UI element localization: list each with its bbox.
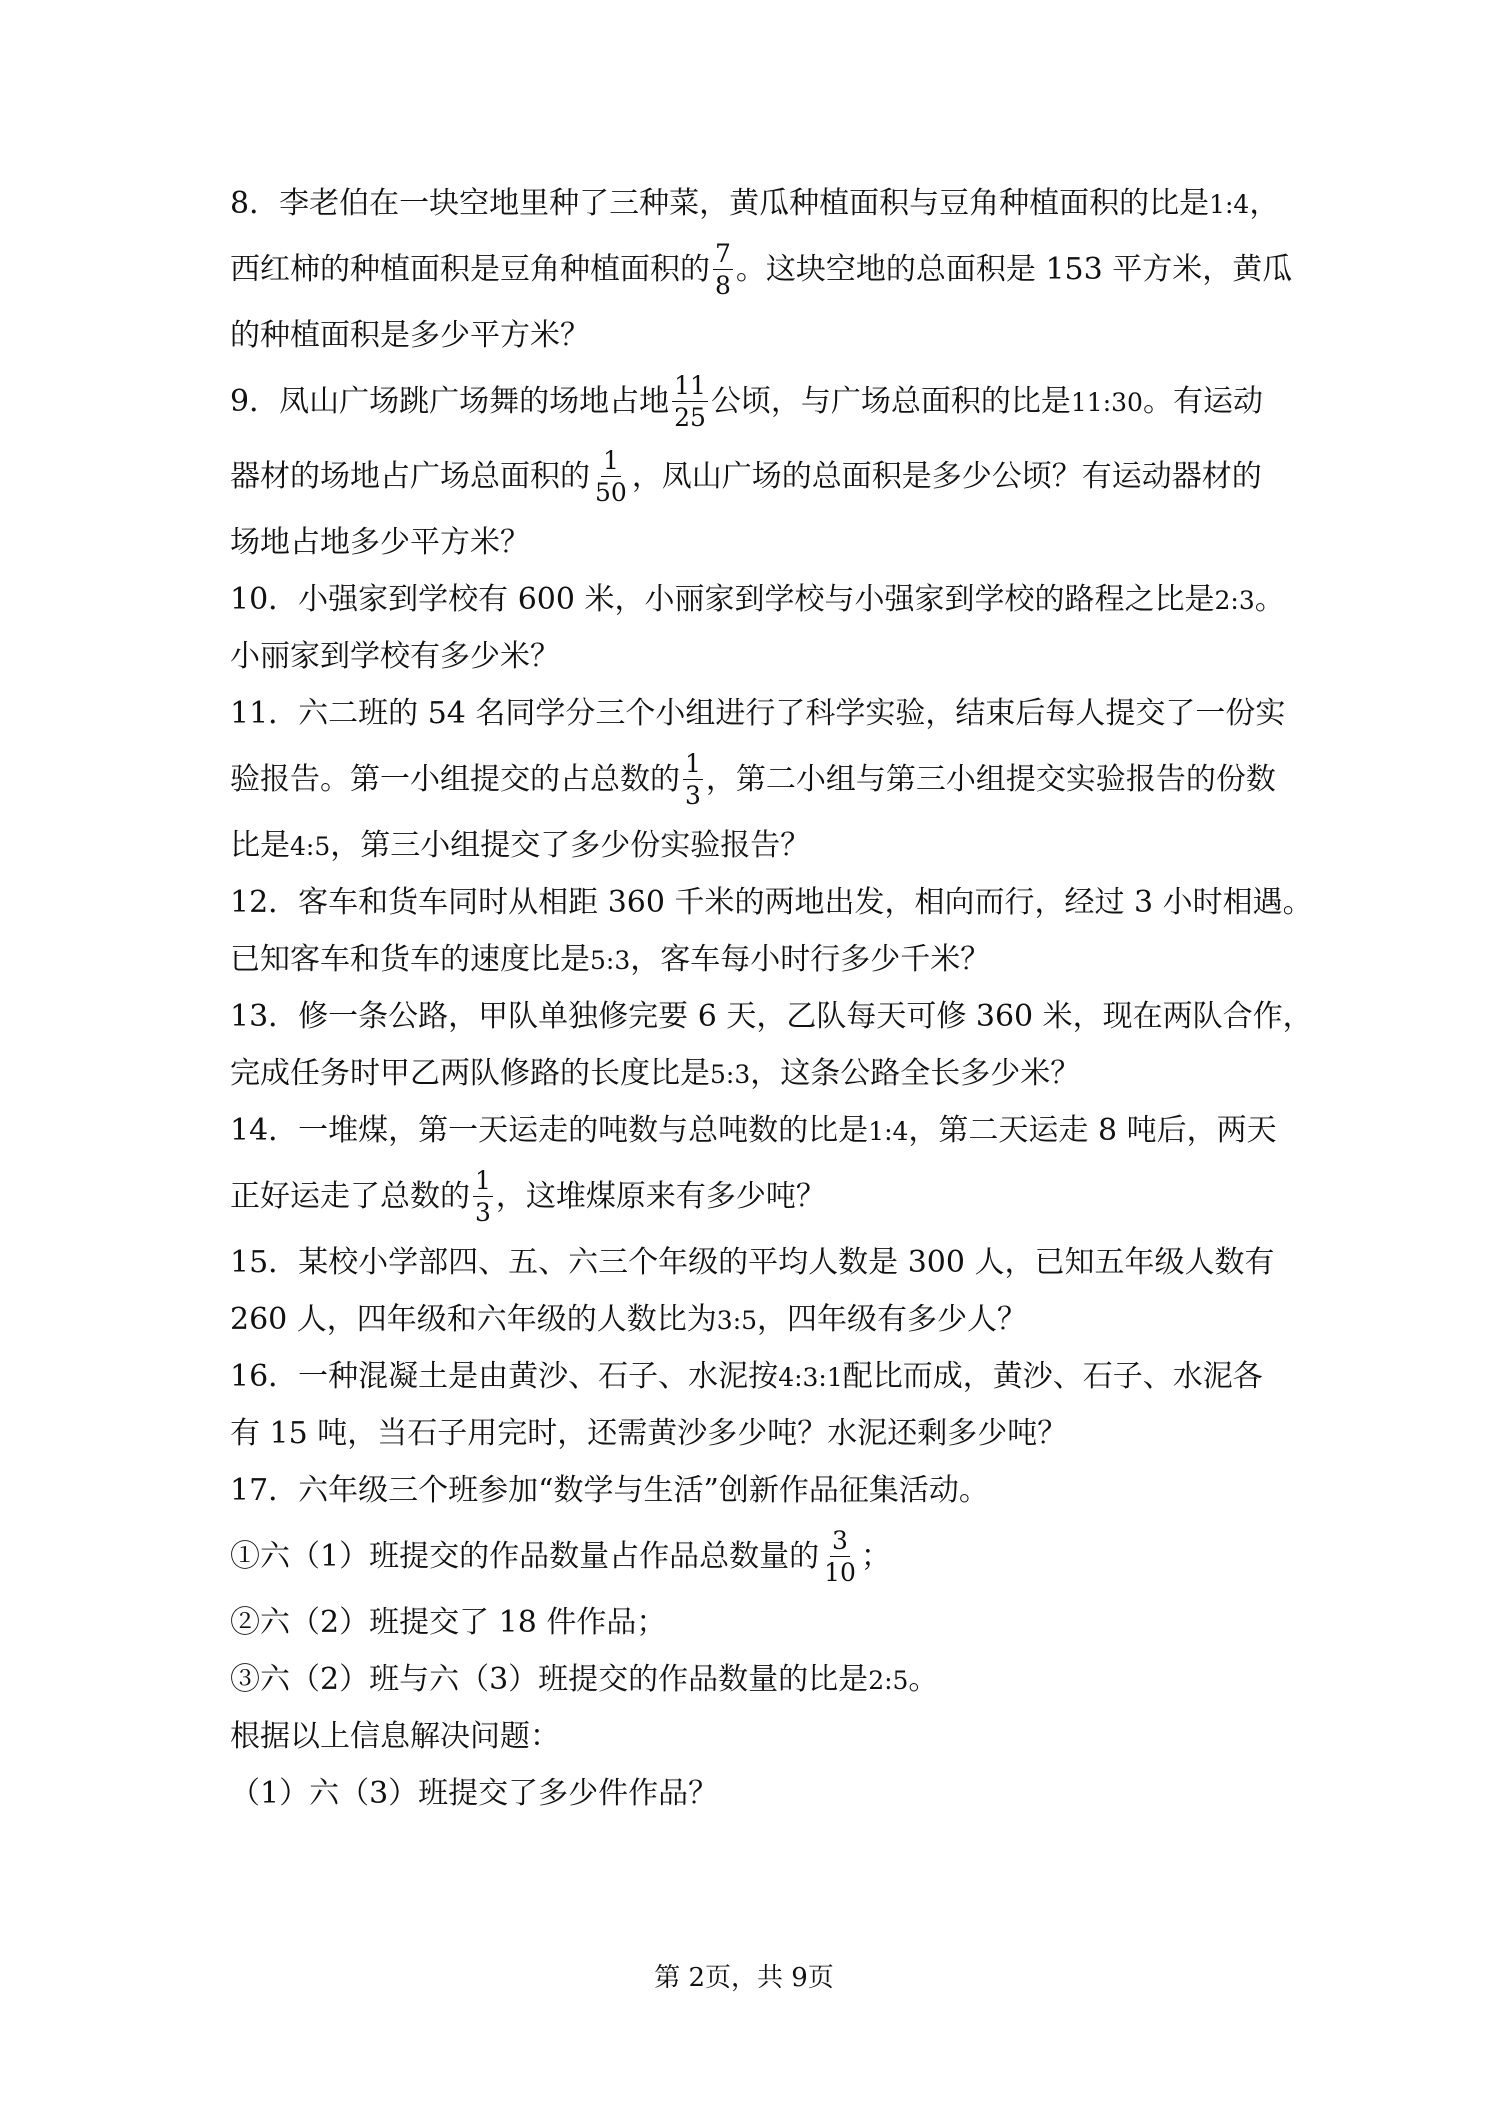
q13-line-2: 完成任务时甲乙两队修路的长度比是5:3，这条公路全长多少米？ (230, 1056, 1081, 1091)
q16-line-1: 16．一种混凝土是由黄沙、石子、水泥按4:3:1配比而成，黄沙、石子、水泥各 (230, 1359, 1263, 1394)
document-page (230, 175, 1313, 1822)
q17-line-5: 根据以上信息解决问题： (230, 1719, 560, 1754)
q11-line-3: 比是4:5，第三小组提交了多少份实验报告？ (230, 828, 811, 863)
q8-line-2: 西红柿的种植面积是豆角种植面积的 $\frac{7}{8}$ 。这块空地的总面积是 153 平方米，黄瓜 (230, 238, 1293, 300)
q9-line-1: 9．凤山广场跳广场舞的场地占地 $\frac{11}{25}$ 公顷，与广场总面积的比是11:30。有运动 (230, 370, 1263, 432)
fraction: $\frac{11}{25}$ (674, 370, 706, 432)
q11-line-1: 11．六二班的 54 名同学分三个小组进行了科学实验，结束后每人提交了一份实 (230, 696, 1286, 731)
q14-line-2: 正好运走了总数的 $\frac{1}{3}$ ，这堆煤原来有多少吨？ (230, 1165, 826, 1227)
fraction: $\frac{1}{50}$ (595, 445, 627, 507)
ratio: 2:3 (1214, 586, 1255, 615)
ratio: 4:3:1 (778, 1363, 843, 1392)
q17-condition-1: ①六（1）班提交的作品数量占作品总数量的 $\frac{3}{10}$ ； (230, 1525, 891, 1587)
q17-sub-question-1: （1）六（3）班提交了多少件作品？ (230, 1776, 719, 1811)
ratio: 2:5 (868, 1666, 909, 1695)
q16-line-2: 有 15 吨，当石子用完时，还需黄沙多少吨？水泥还剩多少吨？ (230, 1416, 1068, 1451)
q17-line-1: 17．六年级三个班参加“数学与生活”创新作品征集活动。 (230, 1473, 989, 1508)
q14-line-1: 14．一堆煤，第一天运走的吨数与总吨数的比是1:4，第二天运走 8 吨后，两天 (230, 1113, 1277, 1148)
ratio: 5:3 (710, 1060, 751, 1089)
q8-line-3: 的种植面积是多少平方米？ (230, 318, 590, 353)
q11-line-2: 验报告。第一小组提交的占总数的 $\frac{1}{3}$ ，第二小组与第三小组提交实验报告的份数 (230, 748, 1276, 810)
q15-line-1: 15．某校小学部四、五、六三个年级的平均人数是 300 人，已知五年级人数有 (230, 1245, 1275, 1280)
q12-line-2: 已知客车和货车的速度比是5:3，客车每小时行多少千米？ (230, 942, 991, 977)
q12-line-1: 12．客车和货车同时从相距 360 千米的两地出发，相向而行，经过 3 小时相遇。 (230, 885, 1313, 920)
fraction: $\frac{1}{3}$ (685, 748, 701, 810)
q10-line-1: 10．小强家到学校有 600 米，小丽家到学校与小强家到学校的路程之比是2:3。 (230, 582, 1285, 617)
ratio: 3:5 (716, 1306, 758, 1335)
ratio: 4:5 (290, 832, 331, 861)
fraction: $\frac{3}{10}$ (824, 1525, 856, 1587)
q9-line-2: 器材的场地占广场总面积的 $\frac{1}{50}$ ，凤山广场的总面积是多少公顷？有运动器材的 (230, 445, 1262, 507)
q17-condition-3: ③六（2）班与六（3）班提交的作品数量的比是2:5。 (230, 1662, 939, 1697)
q15-line-2: 260 人，四年级和六年级的人数比为3:5，四年级有多少人？ (230, 1302, 1028, 1337)
ratio: 11:30 (1070, 388, 1143, 417)
q17-condition-2: ②六（2）班提交了 18 件作品； (230, 1605, 667, 1640)
q10-line-2: 小丽家到学校有多少米？ (230, 639, 560, 674)
q13-line-1: 13．修一条公路，甲队单独修完要 6 天，乙队每天可修 360 米，现在两队合作， (230, 999, 1313, 1034)
fraction: $\frac{7}{8}$ (715, 238, 731, 300)
fraction: $\frac{1}{3}$ (475, 1165, 491, 1227)
q8-line-1: 8．李老伯在一块空地里种了三种菜，黄瓜种植面积与豆角种植面积的比是1:4， (230, 186, 1280, 221)
ratio: 1:4 (868, 1117, 909, 1146)
ratio: 1:4 (1209, 190, 1250, 219)
q9-line-3: 场地占地多少平方米？ (230, 525, 530, 560)
page-footer: 第 2页，共 9页 (654, 1963, 834, 1993)
ratio: 5:3 (590, 946, 631, 975)
